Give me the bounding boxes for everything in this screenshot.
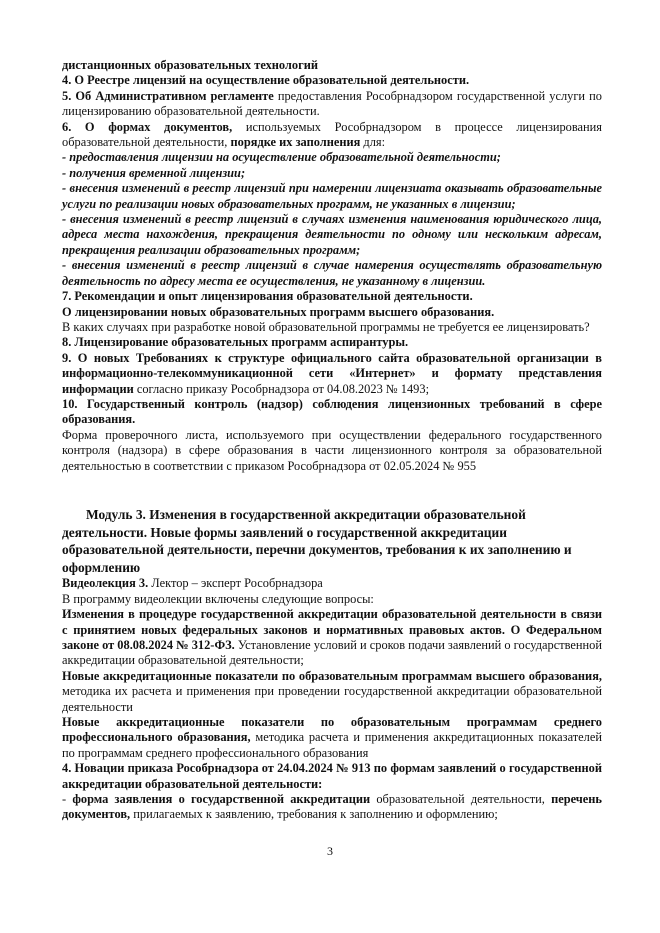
video-lecture-line (62, 576, 602, 591)
section-6-end: для: (360, 135, 386, 150)
module-item (62, 669, 602, 715)
section-10-heading: 10. Государственный контроль (надзор) соблюдения лицензионных требований в сфере образования. (62, 396, 602, 427)
list-item: - получения временной лицензии; (62, 165, 246, 180)
module-item-text: методика расчета и применения аккредитационных показателей по программам среднего профессионального образования (62, 730, 602, 760)
module-item: 4. Новации приказа Рособрнадзора от 24.04.2024 № 913 по формам заявлений о государственной аккредитации образовательной деятельности: (62, 761, 602, 791)
video-lecture-text: Лектор – эксперт Рособрнадзора (148, 576, 323, 591)
section-5-paragraph (62, 89, 602, 120)
subheading: О лицензировании новых образовательных программ высшего образования. (62, 304, 495, 319)
list-item: - внесения изменений в реестр лицензий в случае намерения осуществлять образовательную деятельность по адресу места ее осуществления, не указанному в лицензии. (62, 258, 602, 288)
text-line: дистанционных образовательных технологий (62, 58, 318, 72)
section-4-heading: 4. О Реестре лицензий на осуществление образовательной деятельности. (62, 73, 470, 88)
section-9-heading: 9. О новых Требованиях к структуре официального сайта образовательной организации в информационно-телекоммуникационной сети «Интернет» и формату представления информации (62, 350, 602, 396)
section-5-text: предоставления Рособрнадзором государственной услуги по лицензированию образовательной деятельности. (62, 88, 603, 119)
section-9-paragraph (62, 351, 602, 397)
list-item: - предоставления лицензии на осуществление образовательной деятельности; (62, 150, 501, 165)
module-item-text: прилагаемых к заявлению, требования к заполнению и оформлению; (130, 807, 498, 822)
list-item: - внесения изменений в реестр лицензий в случаях изменения наименования юридического лица, адреса места нахождения, прекращения деятельности по одному или нескольким адресам, прекращения реализации образовательных программ; (62, 212, 602, 257)
section-8-heading: 8. Лицензирование образовательных программ аспирантуры. (62, 335, 409, 350)
module-item-bold: Новые аккредитационные показатели по образовательным программам высшего образования, (62, 668, 602, 683)
section-6-bold: порядке их заполнения (230, 135, 361, 150)
document-page (62, 58, 602, 823)
video-lecture-label: Видеолекция 3. (62, 576, 149, 591)
module-item-bold: перечень документов, (62, 792, 602, 822)
section-6-text: используемых Рособрнадзором в процессе лицензирования образовательной деятельности, (62, 119, 603, 150)
module-item-dash: - (62, 792, 73, 807)
module-item (62, 607, 602, 669)
paragraph: В программу видеолекции включены следующие вопросы: (62, 591, 374, 606)
module-item-text: методика их расчета и применения при проведении государственной аккредитации образовательной деятельности (62, 684, 602, 714)
module-3-title: Модуль 3. Изменения в государственной аккредитации образовательной деятельности. Новые формы заявлений о государственной аккредитации образовательной деятельности, перечни документов, требования к их заполнению и оформлению (62, 506, 572, 575)
module-item-bold: Изменения в процедуре государственной аккредитации образовательной деятельности в связи с принятием новых федеральных законов и нормативных правовых актов. О Федеральном законе от 08.08.2024 № 312-ФЗ. (62, 607, 602, 652)
section-6-paragraph (62, 120, 602, 151)
module-item (62, 715, 602, 761)
module-item-text: Установление условий и сроков подачи заявлений о государственной аккредитации образовательной деятельности; (62, 637, 602, 668)
module-item-text: образовательной деятельности, (370, 792, 552, 807)
list-item: - внесения изменений в реестр лицензий при намерении лицензиата оказывать образовательные услуги по реализации новых образовательных программ, не указанных в лицензии; (62, 181, 602, 211)
module-item-bold: форма заявления о государственной аккредитации (72, 792, 371, 807)
page-number: 3 (327, 844, 333, 858)
section-6-heading: 6. О формах документов, (62, 119, 233, 134)
module-item-bold: Новые аккредитационные показатели по образовательным программам среднего профессионального образования, (62, 715, 602, 745)
section-5-heading: 5. Об Административном регламенте (62, 88, 274, 103)
section-9-text: согласно приказу Рособрнадзора от 04.08.2023 № 1493; (133, 381, 430, 396)
paragraph: В каких случаях при разработке новой образовательной программы не требуется ее лицензировать? (62, 319, 590, 334)
module-item (62, 792, 602, 823)
paragraph: Форма проверочного листа, используемого при осуществлении федерального государственного контроля (надзора) в сфере образования в части лицензионного контроля за образовательной деятельностью в соответствии с приказом Рособрнадзора от 02.05.2024 № 955 (62, 427, 602, 473)
section-7-heading: 7. Рекомендации и опыт лицензирования образовательной деятельности. (62, 289, 473, 304)
